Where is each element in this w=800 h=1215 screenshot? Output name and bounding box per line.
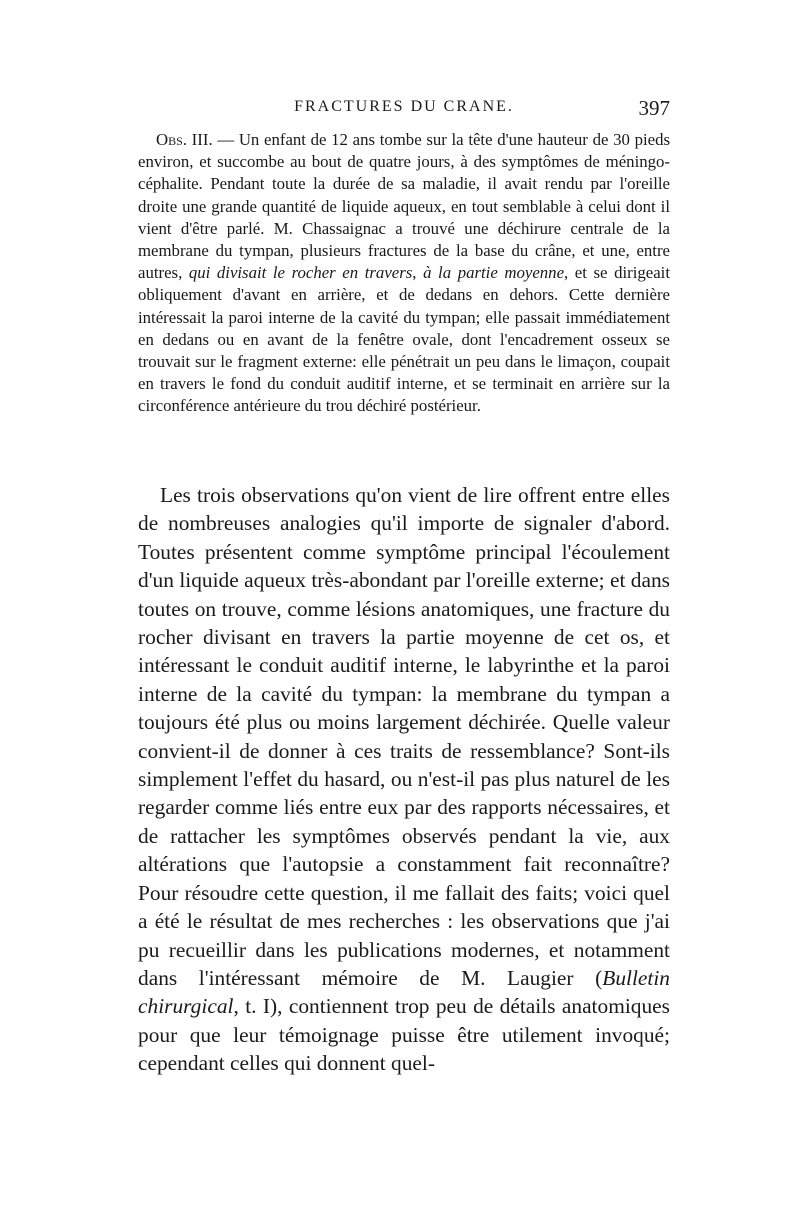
observation-paragraph xyxy=(138,129,670,418)
running-head xyxy=(138,96,670,120)
page-number: 397 xyxy=(638,96,670,120)
observation-italic-phrase-1: qui divisait le rocher en travers xyxy=(188,263,413,283)
observation-italic-phrase-2: à la partie moyenne xyxy=(423,263,565,283)
main-text-part2: , t. I), contiennent trop peu de détails anatomiques pour que leur témoignage puisse être utilement invoqué; cependant celles qui donnent quel- xyxy=(138,994,670,1076)
running-title: FRACTURES DU CRANE. xyxy=(294,98,514,115)
main-paragraph xyxy=(138,481,670,1078)
observation-text-part2: , et se dirigeait obliquement d'avant en arrière, et de dedans en dehors. Cette dernière intéressait la paroi interne de la cavité du tympan; elle passait immédiatement en dedans ou en avant de la fenêtre ovale, dont l'encadrement osseux se trouvait sur le fragment externe: elle pénétrait un peu dans le limaçon, coupait en travers le fond du conduit auditif interne, et se terminait en arrière sur la circonférence antérieure du trou déchiré postérieur. xyxy=(138,263,670,416)
journal-title-italic: Bulletin chirurgical xyxy=(138,965,670,1019)
observation-paragraph-block xyxy=(138,129,670,418)
main-text-part1: Les trois observations qu'on vient de lire offrent entre elles de nombreuses analogies qu'il importe de signaler d'abord. Toutes présentent comme symptôme principal l'écoulement d'un liquide aqueux très-abondant par l'oreille externe; et dans toutes on trouve, comme lésions anatomiques, une fracture du rocher divisant en travers la partie moyenne de cet os, et intéressant le conduit auditif interne, le labyrinthe et la paroi interne de la cavité du tympan: la membrane du tympan a toujours été plus ou moins largement déchirée. Quelle valeur convient-il de donner à ces traits de ressemblance? Sont-ils simplement l'effet du hasard, ou n'est-il pas plus naturel de les regarder comme liés entre eux par des rapports nécessaires, et de rattacher les symptômes observés pendant la vie, aux altérations que l'autopsie a constamment fait reconnaître? Pour résoudre cette question, il me fallait des faits; voici quel a été le résultat de mes recherches : les observations que j'ai pu recueillir dans les publications modernes, et notamment dans l'intéressant mémoire de M. Laugier ( xyxy=(138,483,670,990)
observation-text-part1: — Un enfant de 12 ans tombe sur la tête d'une hauteur de 30 pieds environ, et succombe au bout de quatre jours, à des symptômes de méningo-céphalite. Pendant toute la durée de sa maladie, il avait rendu par l'oreille droite une grande quantité de liquide aqueux, en tout semblable à celui dont il vient d'être parlé. M. Chassaignac a trouvé une déchirure centrale de la membrane du tympan, plusieurs fractures de la base du crâne, et une, entre autres, xyxy=(138,130,670,283)
main-text-block xyxy=(138,481,670,1078)
observation-label: Obs. III. xyxy=(156,130,213,149)
observation-separator: , xyxy=(412,263,424,283)
